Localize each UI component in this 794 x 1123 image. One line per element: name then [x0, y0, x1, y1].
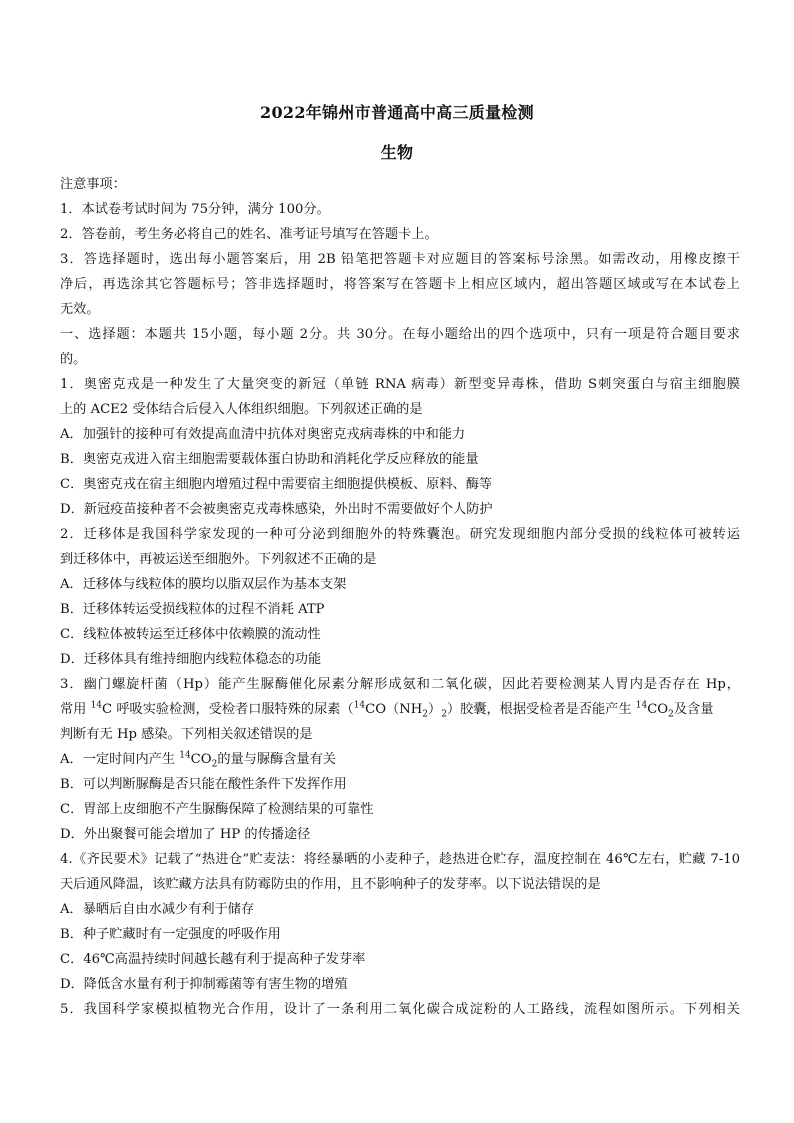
- note-2: 2．答卷前，考生务必将自己的姓名、准考证号填写在答题卡上。: [60, 227, 438, 242]
- section-heading-line-1: 一、选择题：本题共 15小题，每小题 2分。共 30分。在每小题给出的四个选项中，只有一项是符合题目要求: [60, 327, 740, 342]
- q4-option-b: B．种子贮藏时有一定强度的呼吸作用: [60, 927, 281, 942]
- q3-stem-line-1: 3．幽门螺旋杆菌（Hp）能产生脲酶催化尿素分解形成氨和二氧化碳，因此若要检测某人胃内是否存在 Hp，: [60, 677, 740, 692]
- q4-stem-line-2: 天后通风降温，该贮藏方法具有防霉防虫的作用，且不影响种子的发芽率。以下说法错误的是: [60, 877, 601, 892]
- q3-stem-line-2: 常用 $^{14}$C 呼吸实验检测，受检者口服特殊的尿素$(^{14}CO(NH_2)_2)$胶囊，根据受检者是否能产生 $^{14}CO_2$及含量: [60, 700, 714, 720]
- q4-stem-line-1: 4.《齐民要术》记载了“热进仓”贮麦法：将经暴晒的小麦种子，趁热进仓贮存，温度控制在 46℃左右，贮藏 7-10: [60, 852, 740, 867]
- q3-option-a: A．一定时间内产生 $^{14}CO_2$的量与脲酶含量有关: [60, 750, 336, 770]
- q2-option-a: A．迁移体与线粒体的膜均以脂双层作为基本支架: [60, 577, 347, 592]
- exam-title: 2022年锦州市普通高中高三质量检测: [260, 103, 534, 122]
- q4-option-d: D．降低含水量有利于抑制霉菌等有害生物的增殖: [60, 977, 348, 992]
- q2-stem-line-2: 到迁移体中，再被运送至细胞外。下列叙述不正确的是: [60, 552, 377, 567]
- q1-stem-line-2: 上的 ACE2 受体结合后侵入人体组织细胞。下列叙述正确的是: [60, 402, 423, 417]
- q1-option-a: A．加强针的接种可有效提高血清中抗体对奥密克戎病毒株的中和能力: [60, 427, 466, 442]
- q3-stem-line-3: 判断有无 Hp 感染。下列相关叙述错误的是: [60, 727, 313, 742]
- q5-stem-line-1: 5．我国科学家模拟植物光合作用，设计了一条利用二氧化碳合成淀粉的人工路线，流程如图所示。下列相关: [60, 1002, 740, 1017]
- subject-title: 生物: [380, 143, 414, 162]
- q3-option-d: D．外出聚餐可能会增加了 HP 的传播途径: [60, 827, 311, 842]
- note-3-line-3: 无效。: [60, 302, 100, 317]
- q1-stem-line-1: 1．奥密克戎是一种发生了大量突变的新冠（单链 RNA 病毒）新型变异毒株，借助 S刺突蛋白与宿主细胞膜: [60, 377, 740, 392]
- q3-option-c: C．胃部上皮细胞不产生脲酶保障了检测结果的可靠性: [60, 802, 374, 817]
- q2-option-d: D．迁移体具有维持细胞内线粒体稳态的功能: [60, 652, 322, 667]
- q2-option-c: C．线粒体被转运至迁移体中依赖膜的流动性: [60, 627, 321, 642]
- notes-heading: 注意事项：: [60, 177, 126, 192]
- note-3-line-2: 净后，再选涂其它答题标号；答非选择题时，将答案写在答题卡上相应区域内，超出答题区域或写在本试卷上: [60, 277, 740, 292]
- note-3-line-1: 3．答选择题时，选出每小题答案后，用 2B 铅笔把答题卡对应题目的答案标号涂黑。如需改动，用橡皮擦干: [60, 252, 740, 267]
- q2-option-b: B．迁移体转运受损线粒体的过程不消耗 ATP: [60, 602, 325, 617]
- q4-option-c: C．46℃高温持续时间越长越有利于提高种子发芽率: [60, 952, 366, 967]
- section-heading-line-2: 的。: [60, 352, 87, 367]
- q1-option-b: B．奥密克戎进入宿主细胞需要载体蛋白协助和消耗化学反应释放的能量: [60, 452, 479, 467]
- q4-option-a: A．暴晒后自由水减少有利于储存: [60, 902, 255, 917]
- q2-stem-line-1: 2．迁移体是我国科学家发现的一种可分泌到细胞外的特殊囊泡。研究发现细胞内部分受损的线粒体可被转运: [60, 527, 740, 542]
- q3-option-b: B．可以判断脲酶是否只能在酸性条件下发挥作用: [60, 777, 347, 792]
- q1-option-d: D．新冠疫苗接种者不会被奥密克戎毒株感染，外出时不需要做好个人防护: [60, 502, 493, 517]
- note-1: 1．本试卷考试时间为 75分钟，满分 100分。: [60, 202, 330, 217]
- q1-option-c: C．奥密克戎在宿主细胞内增殖过程中需要宿主细胞提供模板、原料、酶等: [60, 477, 493, 492]
